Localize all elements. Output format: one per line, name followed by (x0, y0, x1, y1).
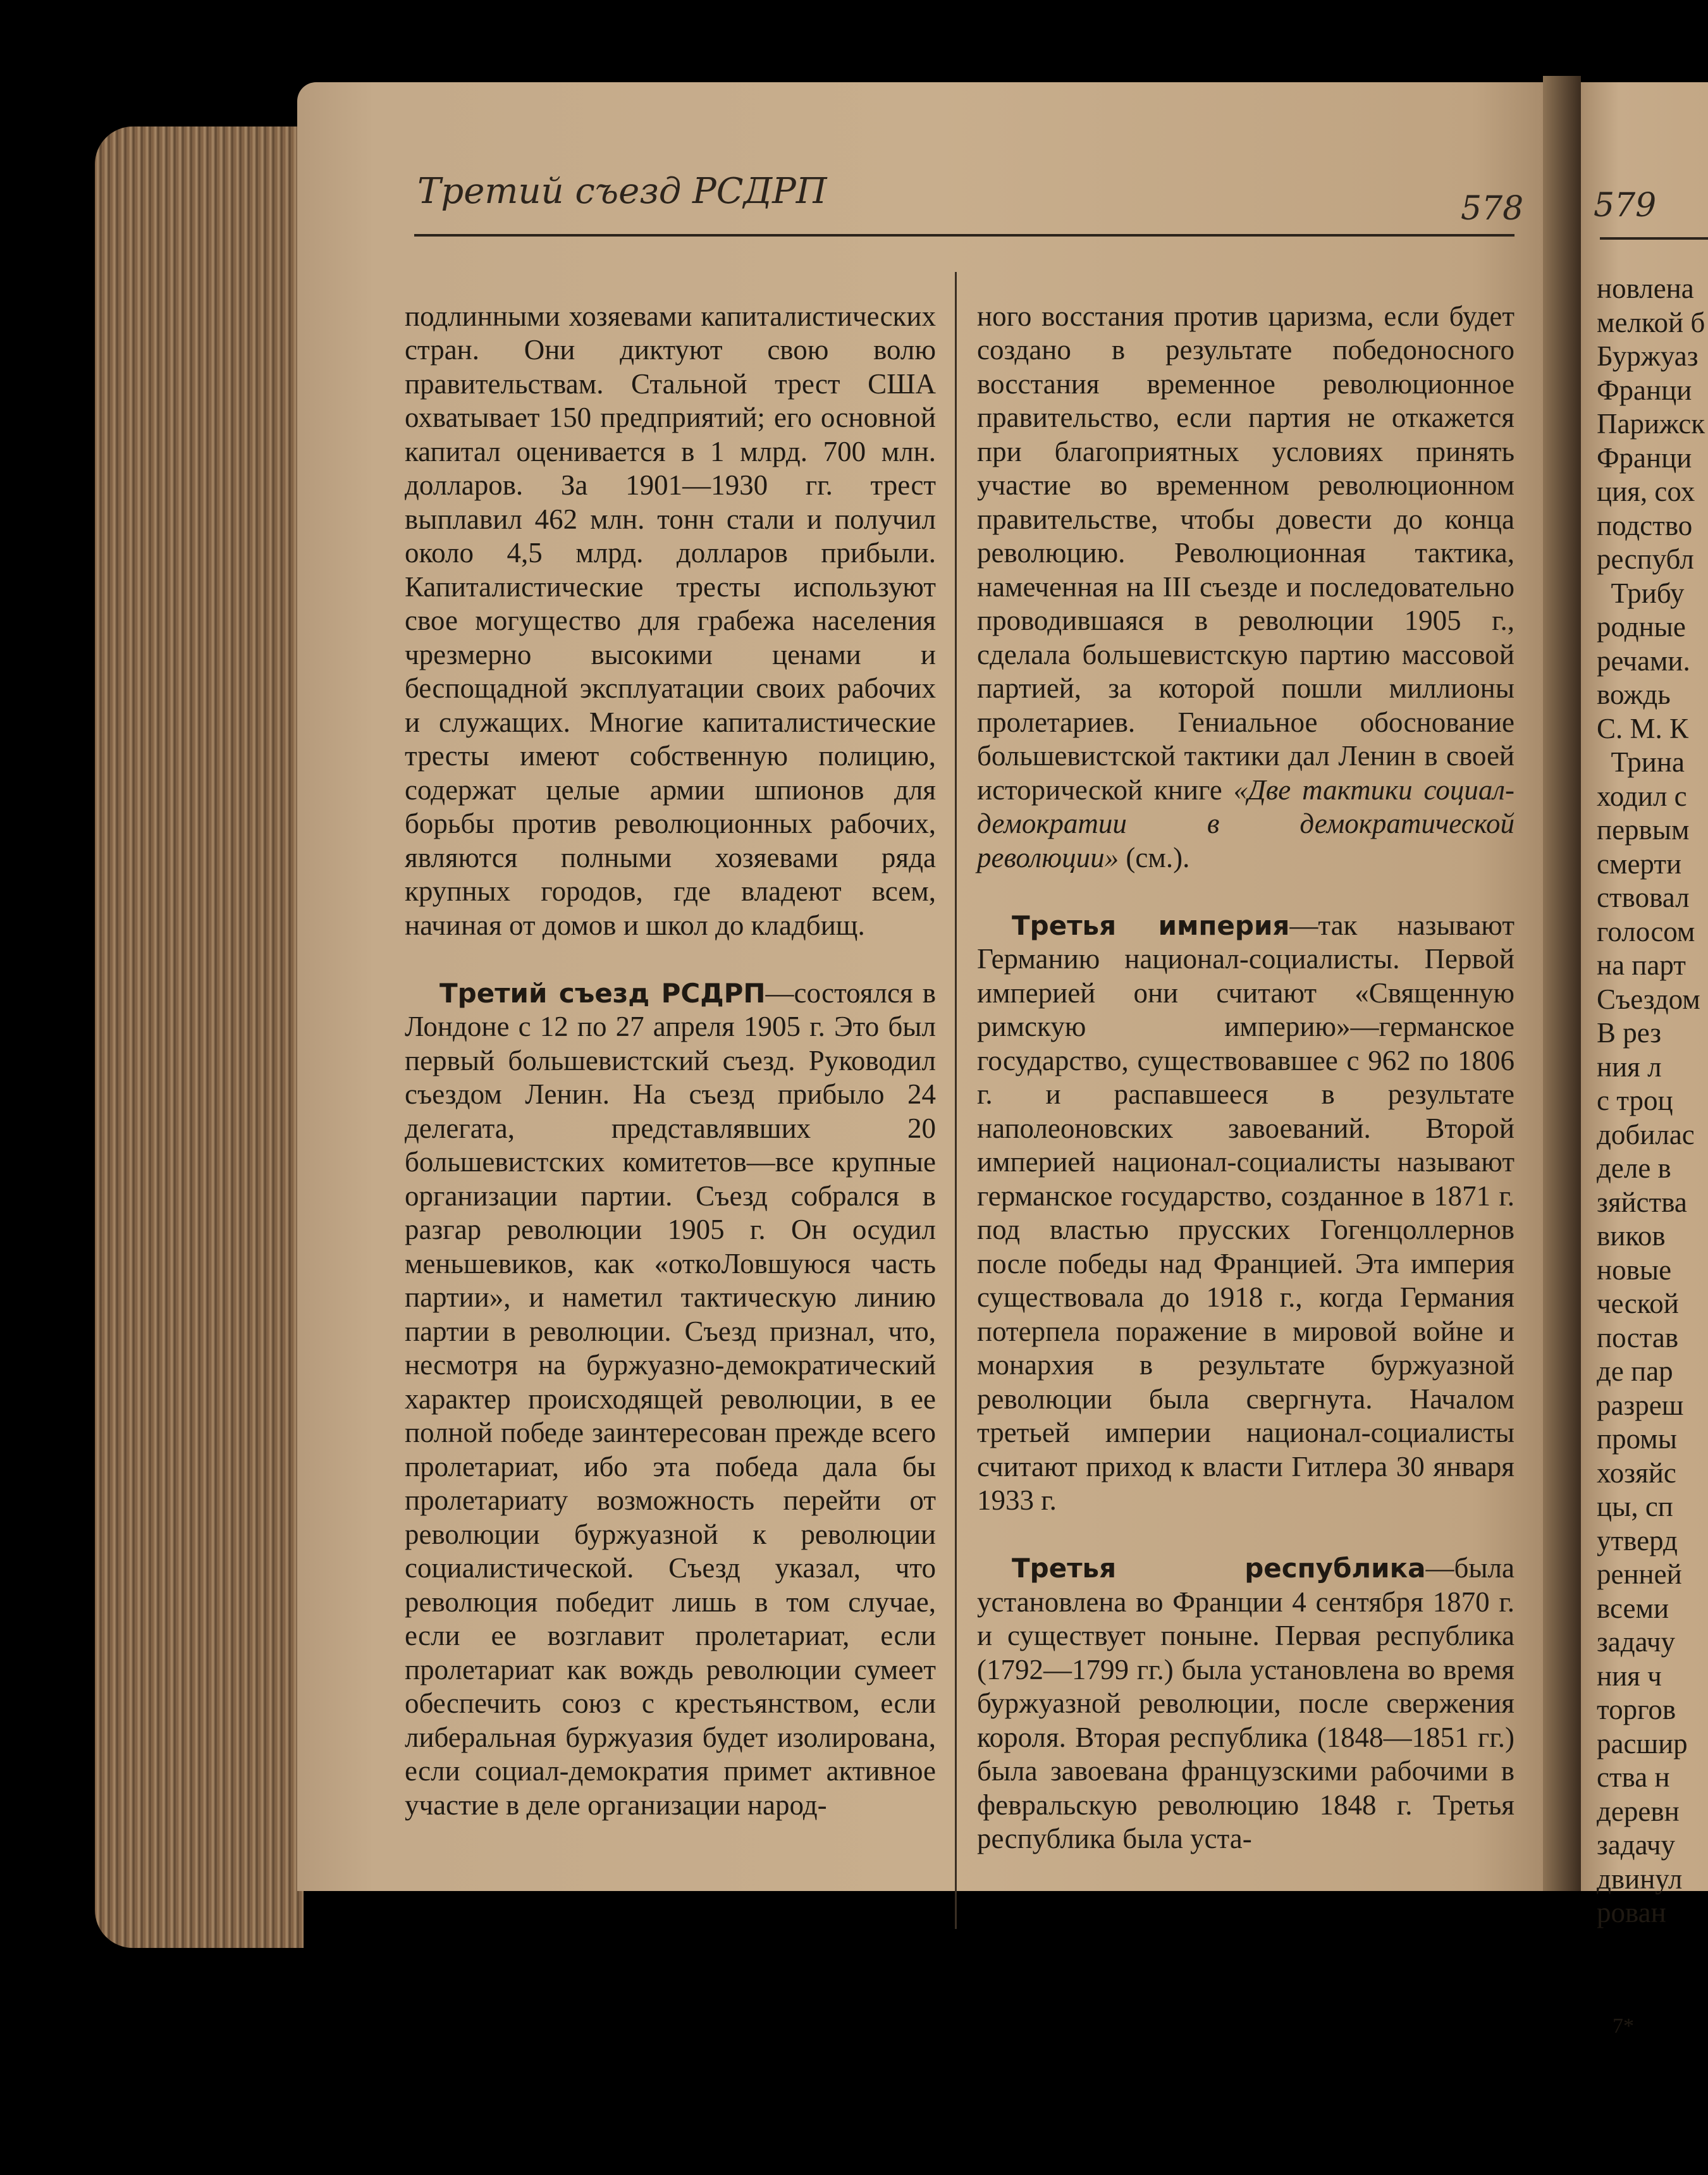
printer-signature: 7* (1613, 2014, 1634, 2038)
right-column-line: Парижск (1597, 408, 1705, 440)
right-column-line: С. М. К (1597, 712, 1689, 744)
right-column-line: Трибу (1597, 577, 1685, 609)
entry-term: Третий съезд РСДРП (439, 977, 766, 1009)
right-column-line: ческой (1597, 1288, 1679, 1319)
right-column-line: ренней (1597, 1558, 1682, 1590)
right-column-line: ния ч (1597, 1660, 1662, 1692)
book-title: «Две тактики социал-демократии в демократической революции» (977, 773, 1514, 873)
right-text-column-cropped (1597, 272, 1708, 1930)
paragraph-end: (см.). (1119, 841, 1190, 873)
entry-third-congress (405, 977, 936, 1823)
right-column-line: расшир (1597, 1727, 1688, 1759)
right-column-line: речами. (1597, 644, 1690, 677)
entry-text: —так называют Германию национал-социалисты. Первой империей они считают «Священную римскую империю»—германское государство, существовавшее с 962 по 1806 г. и распавшееся в результате наполеоновских завоеваний. Второй империей национал-социалисты называют германское государство, созданное в 1871 г. под властью прусских Гогенцоллернов после победы над Францией. Эта империя существовала до 1918 г., когда Германия потерпела поражение в мировой войне и монархия в результате буржуазной революции была свергнута. Началом третьей империи национал-социалисты считают приход к власти Гитлера 30 января 1933 г. (977, 909, 1514, 1516)
right-column-line: ствовал (1597, 882, 1690, 913)
right-column-line: родные (1597, 611, 1686, 643)
column-divider (955, 272, 957, 1929)
right-column-line: с троц (1597, 1085, 1673, 1116)
right-column-line: вождь (1597, 679, 1671, 710)
right-column-line: утверд (1597, 1524, 1678, 1556)
running-head: Третий съезд РСДРП (417, 171, 827, 212)
middle-text-column (977, 266, 1514, 1890)
right-column-line: двинул (1597, 1863, 1683, 1895)
right-column-line: Съездом (1597, 983, 1700, 1015)
right-column-line: ция, сох (1597, 476, 1695, 507)
paragraph-congress-continued (977, 300, 1514, 875)
paragraph-trusts-continued: подлинными хозяевами капиталистических стран. Они диктуют свою волю правительствам. Стальной трест США охватывает 150 предприятий; его основной капитал оценивается в 1 млрд. 700 млн. долларов. За 1901—1930 гг. трест выплавил 462 млн. тонн стали и получил около 4,5 млрд. долларов прибыли. Капиталистические тресты используют свое могущество для грабежа населения чрезмерно высокими ценами и беспощадной эксплуатации своих рабочих и служащих. Многие капиталистические тресты имеют собственную полицию, содержат целые армии шпионов для борьбы против революционных рабочих, являются полными хозяевами ряда крупных городов, где владеют всем, начиная от домов и школ до кладбищ. (405, 300, 936, 941)
header-rule (414, 234, 1514, 237)
right-column-line: мелкой б (1597, 306, 1705, 338)
right-column-line: торгов (1597, 1694, 1676, 1725)
entry-text: —состоялся в Лондоне с 12 по 27 апреля 1905 г. Это был первый большевистский съезд. Руководил съездом Ленин. На съезд прибыло 24 делегата, представлявших 20 большевистских комитетов—все крупные организации партии. Съезд собрался в разгар революции 1905 г. Он осудил меньшевиков, как «откоЛовшуюся часть партии», и наметил тактическую линию партии в революции. Съезд признал, что, несмотря на буржуазно-демократический характер происходящей революции, в ее полной победе заинтересован прежде всего пролетариат, ибо эта победа дала бы пролетариату возможность перейти от революции буржуазной к революции социалистической. Съезд указал, что революция победит лишь в том случае, если ее возглавит пролетариат, если пролетариат как вождь революции сумеет обеспечить союз с крестьянством, если либеральная буржуазия будет изолирована, если социал-демократия примет активное участие в деле организации народ- (405, 977, 936, 1821)
right-column-line: промы (1597, 1423, 1677, 1455)
right-column-line: всеми (1597, 1592, 1669, 1624)
right-column-line: хозяйс (1597, 1457, 1676, 1489)
right-column-line: республ (1597, 543, 1694, 575)
right-column-line: деле в (1597, 1152, 1671, 1184)
right-column-line: виков (1597, 1220, 1666, 1252)
left-text-column (405, 266, 936, 1856)
right-column-line: задачу (1597, 1829, 1675, 1861)
right-column-line: В рез (1597, 1017, 1662, 1049)
right-column-line: новые (1597, 1254, 1672, 1286)
right-column-line: задачу (1597, 1626, 1675, 1658)
right-column-line: постав (1597, 1321, 1679, 1353)
right-column-line: ния л (1597, 1051, 1662, 1083)
entry-third-empire (977, 909, 1514, 1518)
right-column-line: ходил с (1597, 780, 1687, 812)
right-column-line: деревн (1597, 1795, 1680, 1827)
book-gutter (1543, 76, 1581, 1891)
right-column-line: де пар (1597, 1355, 1673, 1387)
right-column-line: на парт (1597, 949, 1686, 981)
right-column-line: Трина (1597, 746, 1685, 778)
entry-term: Третья республика (1012, 1553, 1426, 1584)
page-number-left: 578 (1461, 190, 1524, 228)
right-column-line: ства н (1597, 1761, 1670, 1793)
book-fore-edge (95, 126, 304, 1948)
right-column-line: подство (1597, 509, 1693, 541)
entry-text: —была установлена во Франции 4 сентября 1870 г. и существует поныне. Первая республика (1792—1799 гг.) была установлена во время буржуазной революции, после свержения короля. Вторая республика (1848—1851 гг.) была завоевана французскими рабочими в февральскую революцию 1848 г. Третья республика была уста- (977, 1552, 1514, 1854)
entry-third-republic (977, 1551, 1514, 1856)
header-rule-right (1600, 237, 1708, 240)
right-column-line: новлена (1597, 273, 1694, 304)
right-column-line: разреш (1597, 1389, 1684, 1421)
entry-term: Третья империя (1012, 909, 1290, 941)
right-column-line: зяйства (1597, 1186, 1687, 1218)
right-column-line: смерти (1597, 847, 1682, 880)
paragraph-text: ного восстания против царизма, если будет создано в результате победоносного восстания временное революционное правительство, если партия не откажется при благоприятных условиях принять участие во временном революционном правительстве, чтобы довести до конца революцию. Революционная тактика, намеченная на III съезде и последовательно проводившаяся в революции 1905 г., сделала большевистскую партию массовой партией, за которой пошли миллионы пролетариев. Гениальное обоснование большевистской тактики дал Ленин в своей исторической книге (977, 300, 1514, 806)
right-column-line: Буржуаз (1597, 340, 1699, 372)
right-column-line: добилас (1597, 1118, 1695, 1150)
right-column-line: рован (1597, 1897, 1666, 1928)
page-number-right: 579 (1594, 187, 1657, 225)
right-column-line: голосом (1597, 915, 1695, 947)
right-column-line: Франци (1597, 374, 1692, 406)
right-column-line: Франци (1597, 441, 1692, 474)
right-column-line: первым (1597, 814, 1690, 846)
right-column-line: цы, сп (1597, 1491, 1673, 1522)
